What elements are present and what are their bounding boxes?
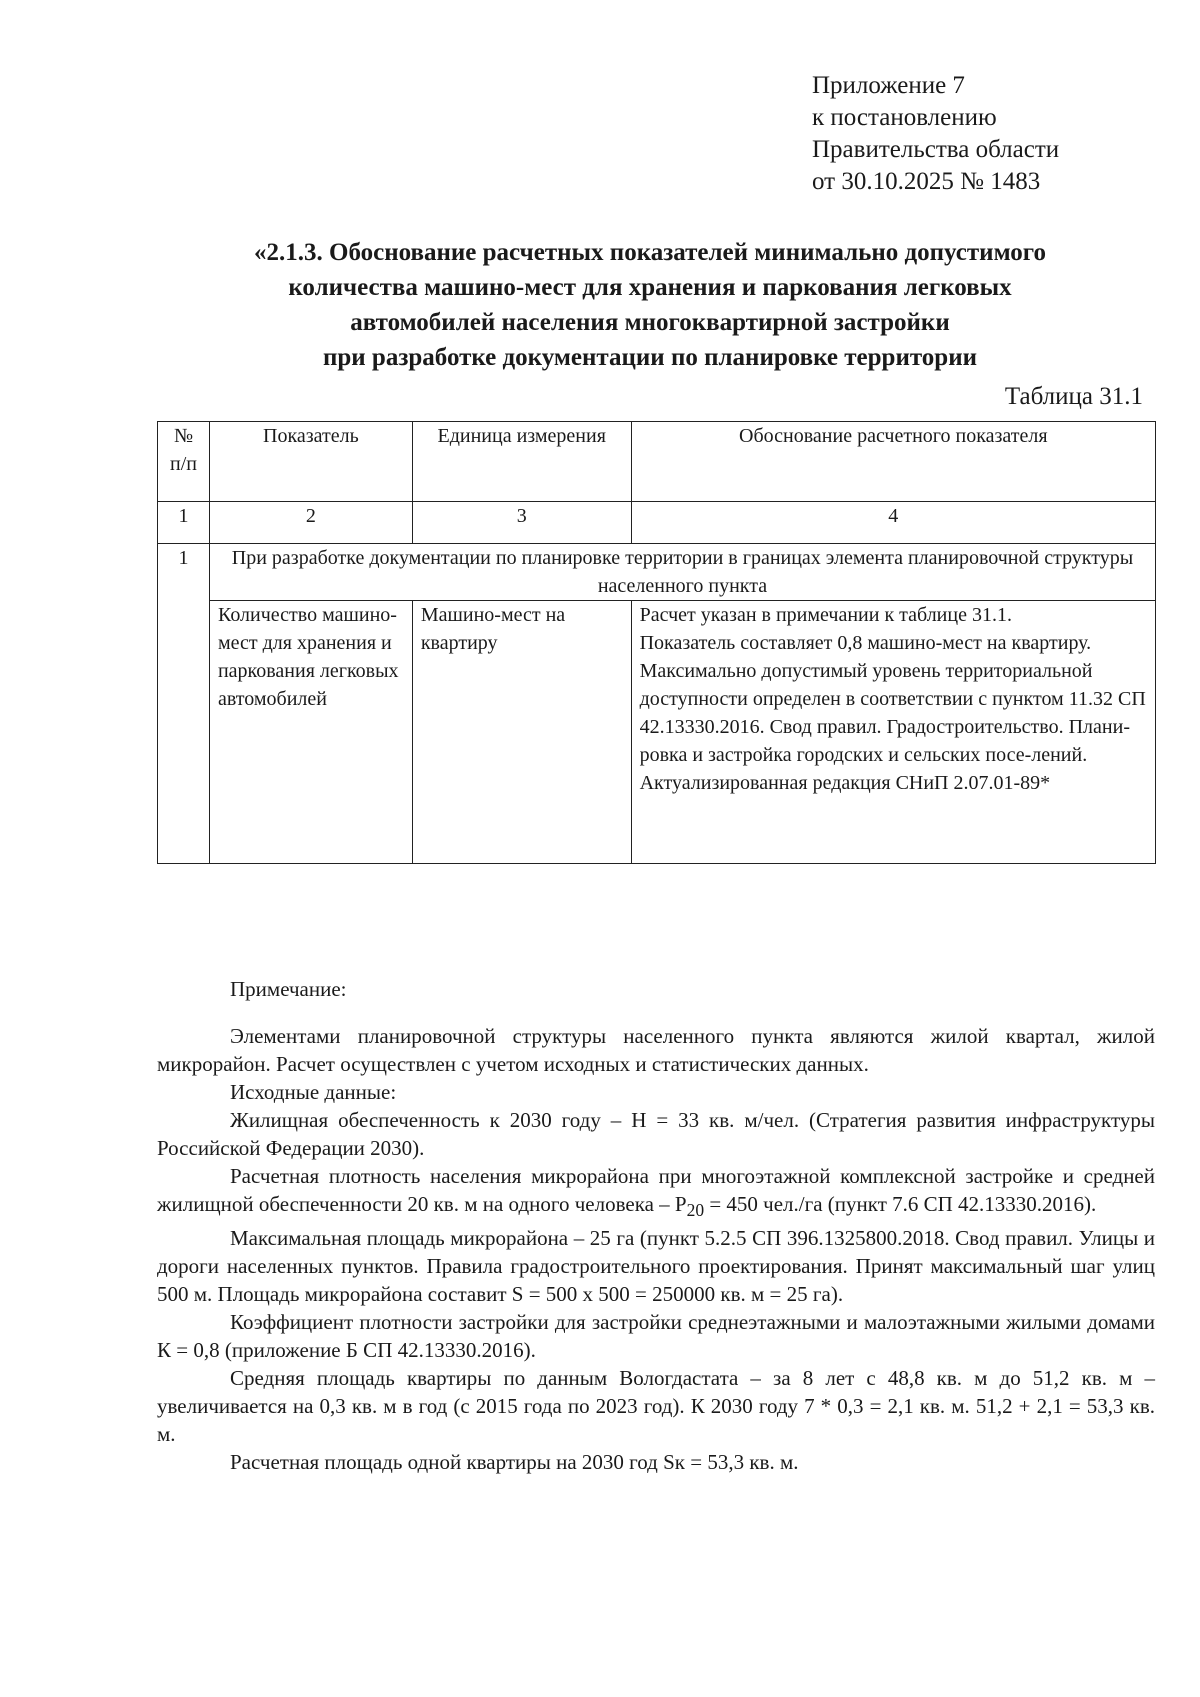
section-heading: При разработке документации по планировке территории в границах элемента планировочной структуры населенного пункта — [209, 544, 1155, 601]
table-header-row — [158, 422, 1156, 502]
justification-text: Расчет указан в примечании к таблице 31.1. — [639, 604, 1012, 626]
notes-body — [157, 1022, 1155, 1476]
note-paragraph: Исходные данные: — [230, 1080, 397, 1104]
column-number-row — [158, 502, 1156, 544]
column-number: 4 — [631, 502, 1155, 544]
indicator-cell: Количество машино-мест для хранения и паркования легковых автомобилей — [209, 601, 412, 864]
indicators-table — [157, 421, 1156, 864]
title-line: при разработке документации по планировке территории — [322, 344, 978, 371]
note-paragraph: Коэффициент плотности застройки для застройки среднеэтажными и малоэтажными жилыми домами К = 0,8 (приложение Б СП 42.13330.2016). — [157, 1310, 1155, 1363]
title-line: автомобилей населения многоквартирной застройки — [350, 309, 950, 336]
header-cell-unit: Единица измерения — [412, 422, 631, 502]
appendix-line: Правительства области — [812, 136, 1060, 163]
appendix-line: Приложение 7 — [812, 72, 965, 99]
document-title — [150, 235, 1150, 375]
header-cell-indicator: Показатель — [209, 422, 412, 502]
note-paragraph: Максимальная площадь микрорайона – 25 га (пункт 5.2.5 СП 396.1325800.2018. Свод правил. Улицы и дороги населенных пунктов. Правила градостроительного проектирования. Принят максимальный шаг улиц 500 м. Площадь микрорайона составит S = 500 х 500 = 250000 кв. м = 25 га). — [157, 1226, 1155, 1307]
note-paragraph: Средняя площадь квартиры по данным Вологдастата – за 8 лет с 48,8 кв. м до 51,2 кв. м – увеличивается на 0,3 кв. м в год (с 2015 года по 2023 год). К 2030 году 7 * 0,3 = 2,1 кв. м. 51,2 + 2,1 = 53,3 кв. м. — [157, 1366, 1155, 1447]
appendix-block — [812, 70, 1059, 198]
justification-cell — [631, 601, 1155, 864]
note-paragraph: Жилищная обеспеченность к 2030 году – Н = 33 кв. м/чел. (Стратегия развития инфраструктуры Российской Федерации 2030). — [157, 1108, 1155, 1160]
table-row — [158, 601, 1156, 864]
unit-cell: Машино-мест на квартиру — [412, 601, 631, 864]
justification-text: Показатель составляет 0,8 машино-мест на квартиру. — [639, 632, 1092, 654]
section-row — [158, 544, 1156, 601]
header-cell-num: № п/п — [158, 422, 210, 502]
row-number: 1 — [158, 544, 210, 864]
justification-text: Максимально допустимый уровень территориальной доступности определен в соответствии с пунктом 11.32 СП 42.13330.2016. Свод правил. Градостроительство. Плани-ровка и застройка городских и сельских посе-лений. Актуализированная редакция СНиП 2.07.01-89* — [639, 660, 1146, 794]
header-cell-justification: Обоснование расчетного показателя — [631, 422, 1155, 502]
appendix-line: к постановлению — [812, 104, 997, 131]
note-text: Расчетная плотность населения микрорайона при многоэтажной комплексной застройке и средней жилищной обеспеченности 20 кв. м на одного человека – Р — [157, 1164, 1155, 1216]
column-number: 1 — [158, 502, 210, 544]
note-paragraph: Расчетная площадь одной квартиры на 2030 год Sк = 53,3 кв. м. — [230, 1450, 799, 1475]
note-paragraph: Элементами планировочной структуры населенного пункта являются жилой квартал, жилой микрорайон. Расчет осуществлен с учетом исходных и статистических данных. — [157, 1024, 1155, 1076]
note-title: Примечание: — [230, 977, 347, 1001]
title-line: количества машино-мест для хранения и паркования легковых — [288, 274, 1012, 301]
title-line: «2.1.3. Обоснование расчетных показателей минимально допустимого — [254, 239, 1046, 266]
column-number: 2 — [209, 502, 412, 544]
note-subscript: 20 — [686, 1200, 705, 1221]
note-text: = 450 чел./га (пункт 7.6 СП 42.13330.2016). — [704, 1192, 1097, 1216]
column-number: 3 — [412, 502, 631, 544]
appendix-line: от 30.10.2025 № 1483 — [812, 168, 1041, 195]
note-paragraph — [157, 1162, 1155, 1224]
table-caption: Таблица 31.1 — [1004, 383, 1143, 410]
